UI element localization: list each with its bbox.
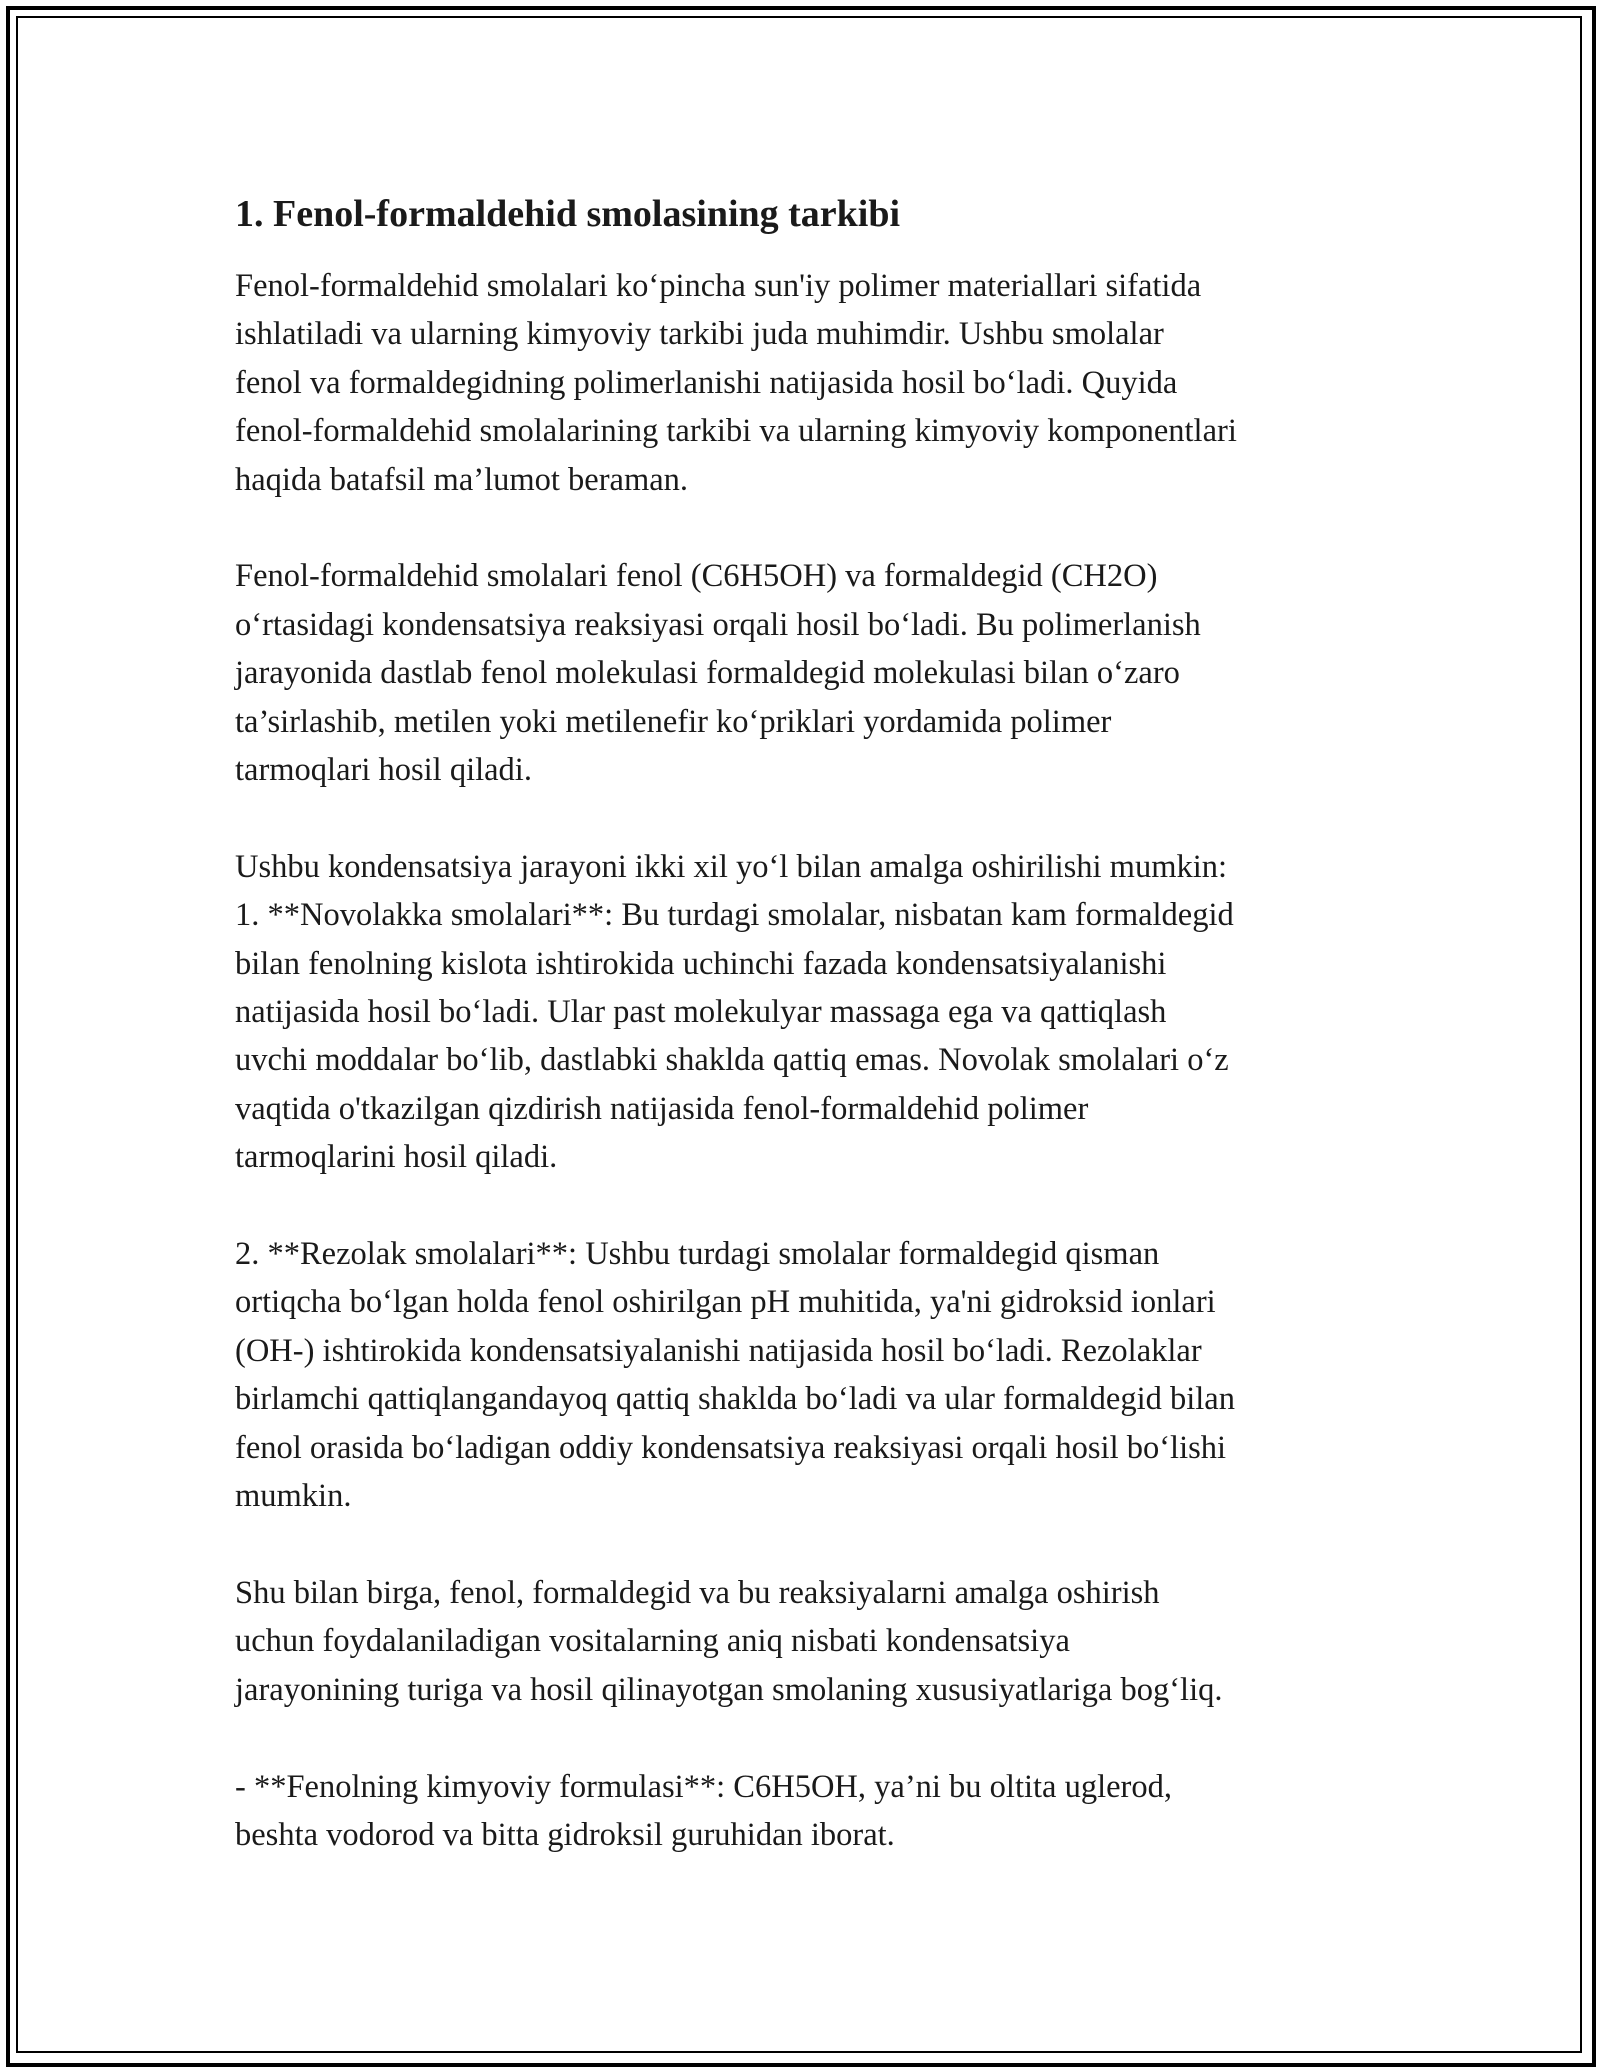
- paragraph-ratio: Shu bilan birga, fenol, formaldegid va bu reaksiyalarni amalga oshirish uchun foydalaniladigan vositalarning aniq nisbati kondensatsiya jarayonining turiga va hosil qilinayotgan smolaning xususiyatlariga bog‘liq.: [235, 1574, 1223, 1708]
- document-body: [235, 190, 1375, 1859]
- paragraph-condensation: Fenol-formaldehid smolalari fenol (C6H5OH) va formaldegid (CH2O) o‘rtasidagi kondensatsiya reaksiyasi orqali hosil bo‘ladi. Bu polimerlanish jarayonida dastlab fenol molekulasi formaldegid molekulasi bilan o‘zaro ta’sirlashib, metilen yoki metilenefir ko‘priklari yordamida polimer tarmoqlari hosil qiladi.: [235, 558, 1201, 789]
- document-title: 1. Fenol-formaldehid smolasining tarkibi: [235, 193, 901, 235]
- paragraph-intro: Fenol-formaldehid smolalari ko‘pincha sun'iy polimer materiallari sifatida ishlatiladi va ularning kimyoviy tarkibi juda muhimdir. Ushbu smolalar fenol va formaldegidning polimerlanishi natijasida hosil bo‘ladi. Quyida fenol-formaldehid smolalarining tarkibi va ularning kimyoviy komponentlari haqida batafsil ma’lumot beraman.: [235, 268, 1237, 498]
- paragraph-novolak: Ushbu kondensatsiya jarayoni ikki xil yo‘l bilan amalga oshirilishi mumkin: 1. **Novolakka smolalari**: Bu turdagi smolalar, nisbatan kam formaldegid bilan fenolning kislota ishtirokida uchinchi fazada kondensatsiyalanishi natijasida hosil bo‘ladi. Ular past molekulyar massaga ega va qattiqlash uvchi moddalar bo‘lib, dastlabki shaklda qattiq emas. Novolak smolalari o‘z vaqtida o'tkazilgan qizdirish natijasida fenol-formaldehid polimer tarmoqlarini hosil qiladi.: [235, 848, 1234, 1176]
- paragraph-phenol-formula: - **Fenolning kimyoviy formulasi**: C6H5OH, ya’ni bu oltita uglerod, beshta vodorod va bitta gidroksil guruhidan iborat.: [235, 1768, 1172, 1853]
- paragraph-resol: 2. **Rezolak smolalari**: Ushbu turdagi smolalar formaldegid qisman ortiqcha bo‘lgan holda fenol oshirilgan pH muhitida, ya'ni gidroksid ionlari (OH-) ishtirokida kondensatsiyalanishi natijasida hosil bo‘ladi. Rezolaklar birlamchi qattiqlangandayoq qattiq shaklda bo‘ladi va ular formaldegid bilan fenol orasida bo‘ladigan oddiy kondensatsiya reaksiyasi orqali hosil bo‘lishi mumkin.: [235, 1236, 1235, 1515]
